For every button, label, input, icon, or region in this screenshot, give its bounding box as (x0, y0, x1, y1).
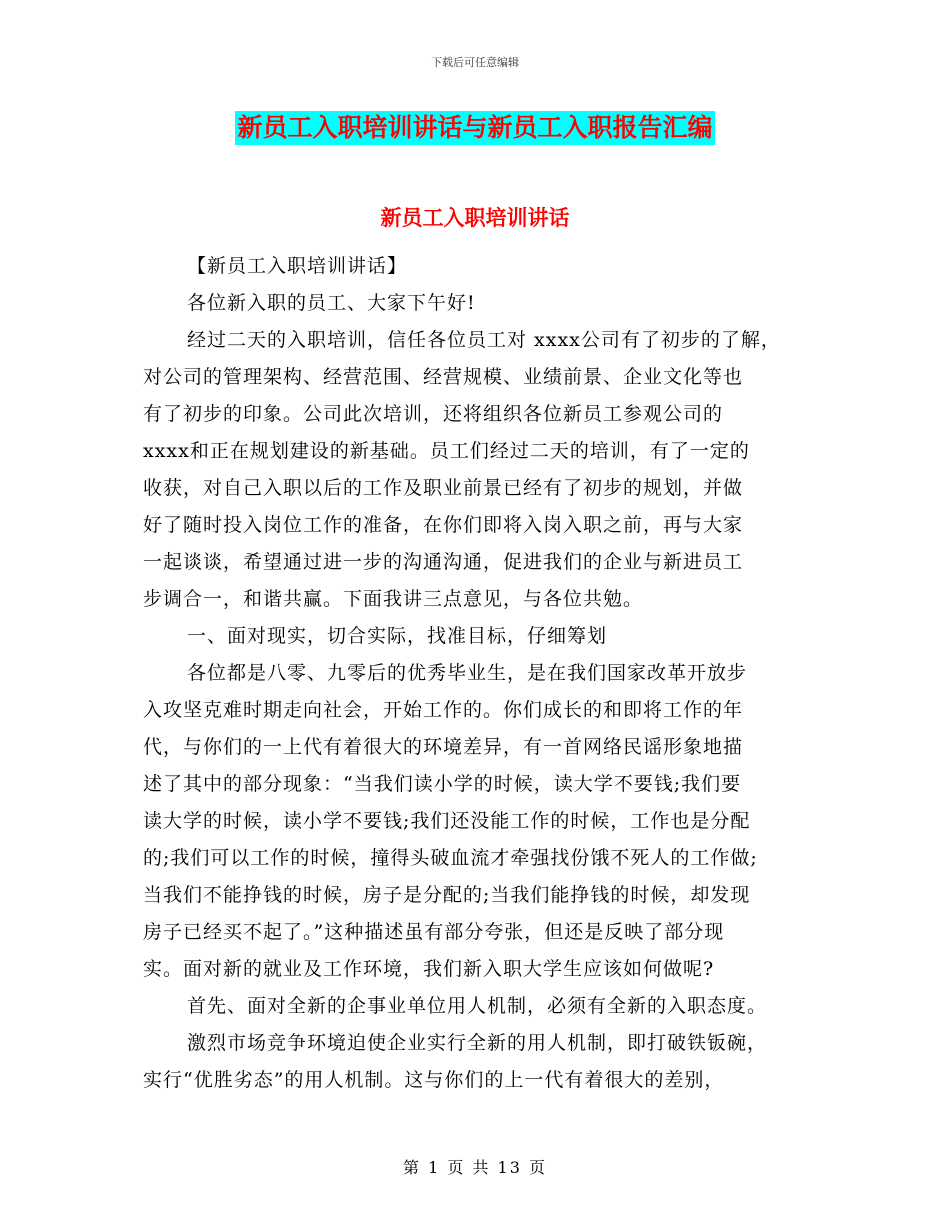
text-line: 实行“优胜劣态”的用人机制。这与你们的上一代有着很大的差别， (143, 1069, 725, 1091)
text-line: 【新员工入职培训讲话】 (187, 255, 408, 277)
text-line: 各位都是八零、九零后的优秀毕业生，是在我们国家改革开放步 (187, 662, 748, 684)
text-line: 当我们不能挣钱的时候，房子是分配的;当我们能挣钱的时候，却发现 (143, 884, 751, 906)
text-line: 实。面对新的就业及工作环境，我们新入职大学生应该如何做呢? (143, 958, 715, 980)
header-note: 下载后可任意编辑 (431, 56, 519, 69)
text-line: 代，与你们的一上代有着很大的环境差异，有一首网络民谣形象地描 (143, 736, 744, 758)
text-line: 激烈市场竞争环境迫使企业实行全新的用人机制，即打破铁钣碗， (187, 1032, 768, 1054)
text-line: 有了初步的印象。公司此次培训，还将组织各位新员工参观公司的 (143, 403, 724, 425)
main-title-wrap (0, 111, 950, 145)
text-line: 一、面对现实，切合实际，找准目标，仔细筹划 (187, 625, 608, 647)
text-line: 的;我们可以工作的时候，撞得头破血流才牵强找份饿不死人的工作做; (143, 847, 758, 869)
text-line: 述了其中的部分现象：“当我们读小学的时候，读大学不要钱;我们要 (143, 773, 742, 795)
main-title: 新员工入职培训讲话与新员工入职报告汇编 (235, 111, 714, 145)
text-line: 一起谈谈，希望通过进一步的沟通沟通，促进我们的企业与新进员工 (143, 551, 744, 573)
text-line: 房子已经买不起了。”这种描述虽有部分夸张，但还是反映了部分现 (143, 921, 725, 943)
section-title: 新员工入职培训讲话 (380, 206, 570, 230)
page-footer: 第 1 页 共 13 页 (403, 1158, 547, 1177)
text-line: 读大学的时候，读小学不要钱;我们还没能工作的时候，工作也是分配 (143, 810, 751, 832)
text-line: 各位新入职的员工、大家下午好! (187, 292, 476, 314)
body-text (143, 248, 843, 1099)
text-line: xxxx和正在规划建设的新基础。员工们经过二天的培训，有了一定的 (143, 440, 750, 462)
text-line: 入攻坚克难时期走向社会，开始工作的。你们成长的和即将工作的年 (143, 699, 744, 721)
text-line: 收获，对自己入职以后的工作及职业前景已经有了初步的规划，并做 (143, 477, 744, 499)
text-line: 首先、面对全新的企事业单位用人机制，必须有全新的入职态度。 (187, 995, 768, 1017)
text-line: 对公司的管理架构、经营范围、经营规模、业绩前景、企业文化等也 (143, 366, 744, 388)
text-line: 经过二天的入职培训，信任各位员工对 xxxx公司有了初步的了解， (187, 329, 781, 351)
text-line: 步调合一，和谐共赢。下面我讲三点意见，与各位共勉。 (143, 588, 644, 610)
text-line: 好了随时投入岗位工作的准备，在你们即将入岗入职之前，再与大家 (143, 514, 744, 536)
